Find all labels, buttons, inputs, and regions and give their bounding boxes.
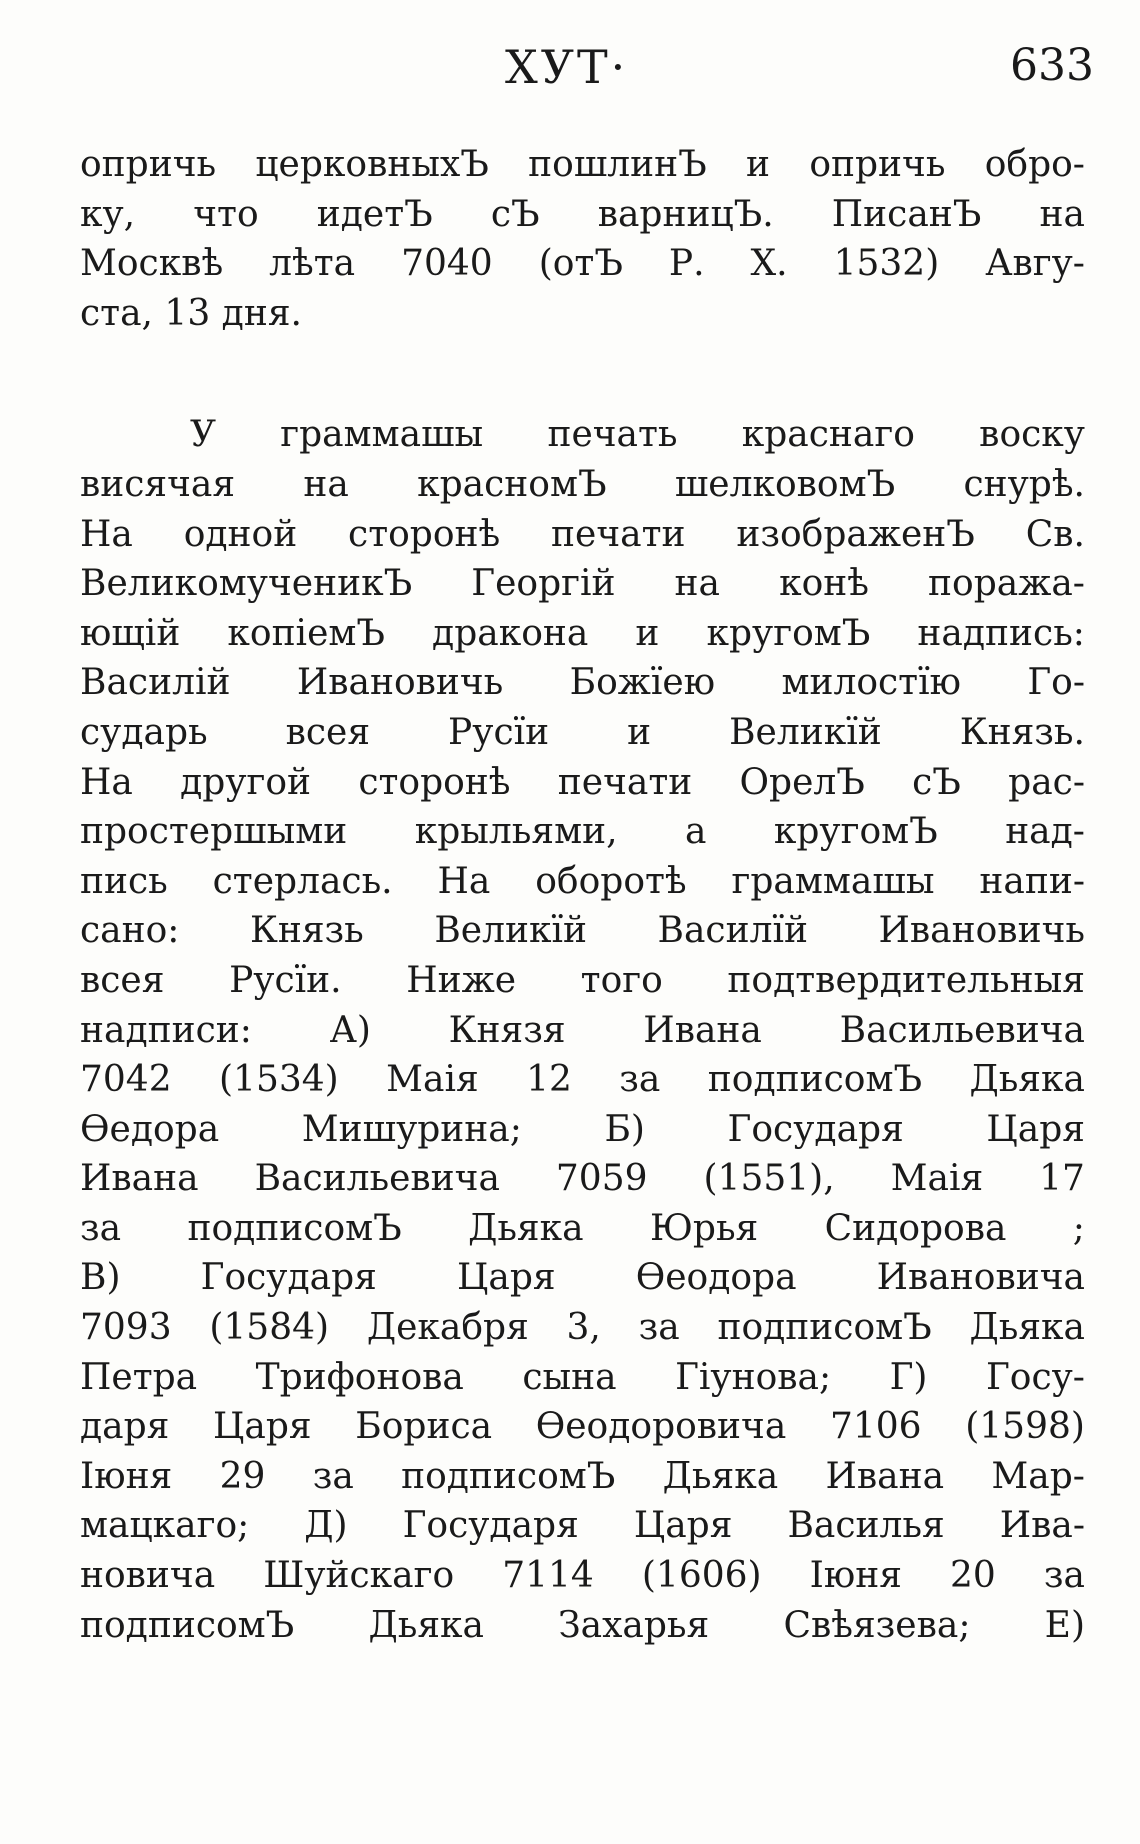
- text-line: всея Русїи. Ниже того подтвердительныя: [80, 959, 1085, 1001]
- body-text: [80, 140, 1085, 1650]
- text-line: Іюня 29 за подписомЪ Дьяка Ивана Мар-: [80, 1455, 1085, 1497]
- text-line: Ивана Васильевича 7059 (1551), Маія 17: [80, 1158, 1085, 1200]
- text-line: В) Государя Царя Өеодора Ивановича: [80, 1257, 1085, 1299]
- paragraph-continued: [80, 140, 1085, 338]
- text-line: надписи: А) Князя Ивана Васильевича: [80, 1009, 1085, 1051]
- text-line: На одной сторонѣ печати изображенЪ Св.: [80, 513, 1085, 555]
- text-line: Москвѣ лѣта 7040 (отЪ Р. Х. 1532) Авгу-: [80, 243, 1085, 285]
- paragraph-seal-description: [80, 410, 1085, 1650]
- text-line: ющій копіемЪ дракона и кругомЪ надпись:: [80, 612, 1085, 654]
- text-line: за подписомЪ Дьяка Юрья Сидорова ;: [80, 1207, 1085, 1249]
- text-line: ста, 13 дня.: [80, 292, 302, 334]
- text-line: висячая на красномЪ шелковомЪ снурѣ.: [80, 463, 1085, 505]
- text-line: 7042 (1534) Маія 12 за подписомЪ Дьяка: [80, 1059, 1085, 1101]
- text-line: пись стерлась. На оборотѣ граммашы напи-: [80, 860, 1085, 902]
- text-line: новича Шуйскаго 7114 (1606) Іюня 20 за: [80, 1555, 1085, 1597]
- text-line: даря Царя Бориса Өеодоровича 7106 (1598): [80, 1406, 1085, 1448]
- text-line: У граммашы печать краснаго воску: [190, 414, 1085, 456]
- text-line: ку, что идетЪ сЪ варницЪ. ПисанЪ на: [80, 193, 1085, 235]
- text-line: Василій Ивановичь Божїею милостїю Го-: [80, 662, 1085, 704]
- page-number: 633: [1010, 40, 1094, 91]
- text-line: 7093 (1584) Декабря 3, за подписомЪ Дьяка: [80, 1307, 1085, 1349]
- text-line: подписомЪ Дьяка Захарья Свѣязева; Е): [80, 1604, 1085, 1646]
- running-head: [0, 40, 1140, 100]
- running-title: ХУТ·: [505, 40, 629, 94]
- text-line: Өедора Мишурина; Б) Государя Царя: [80, 1108, 1085, 1150]
- paragraph-gap: [80, 338, 1085, 410]
- text-line: простершыми крыльями, а кругомЪ над-: [80, 811, 1085, 853]
- text-line: сано: Князь Великїй Василїй Ивановичь: [80, 910, 1085, 952]
- text-line: Петра Трифонова сына Гіунова; Г) Госу-: [80, 1356, 1085, 1398]
- text-line: сударь всея Русїи и Великїй Князь.: [80, 711, 1085, 753]
- text-line: На другой сторонѣ печати ОрелЪ сЪ рас-: [80, 761, 1085, 803]
- text-line: опричь церковныхЪ пошлинЪ и опричь обро-: [80, 144, 1085, 185]
- text-line: мацкаго; Д) Государя Царя Василья Ива-: [80, 1505, 1085, 1547]
- text-line: ВеликомученикЪ Георгій на конѣ поража-: [80, 563, 1085, 605]
